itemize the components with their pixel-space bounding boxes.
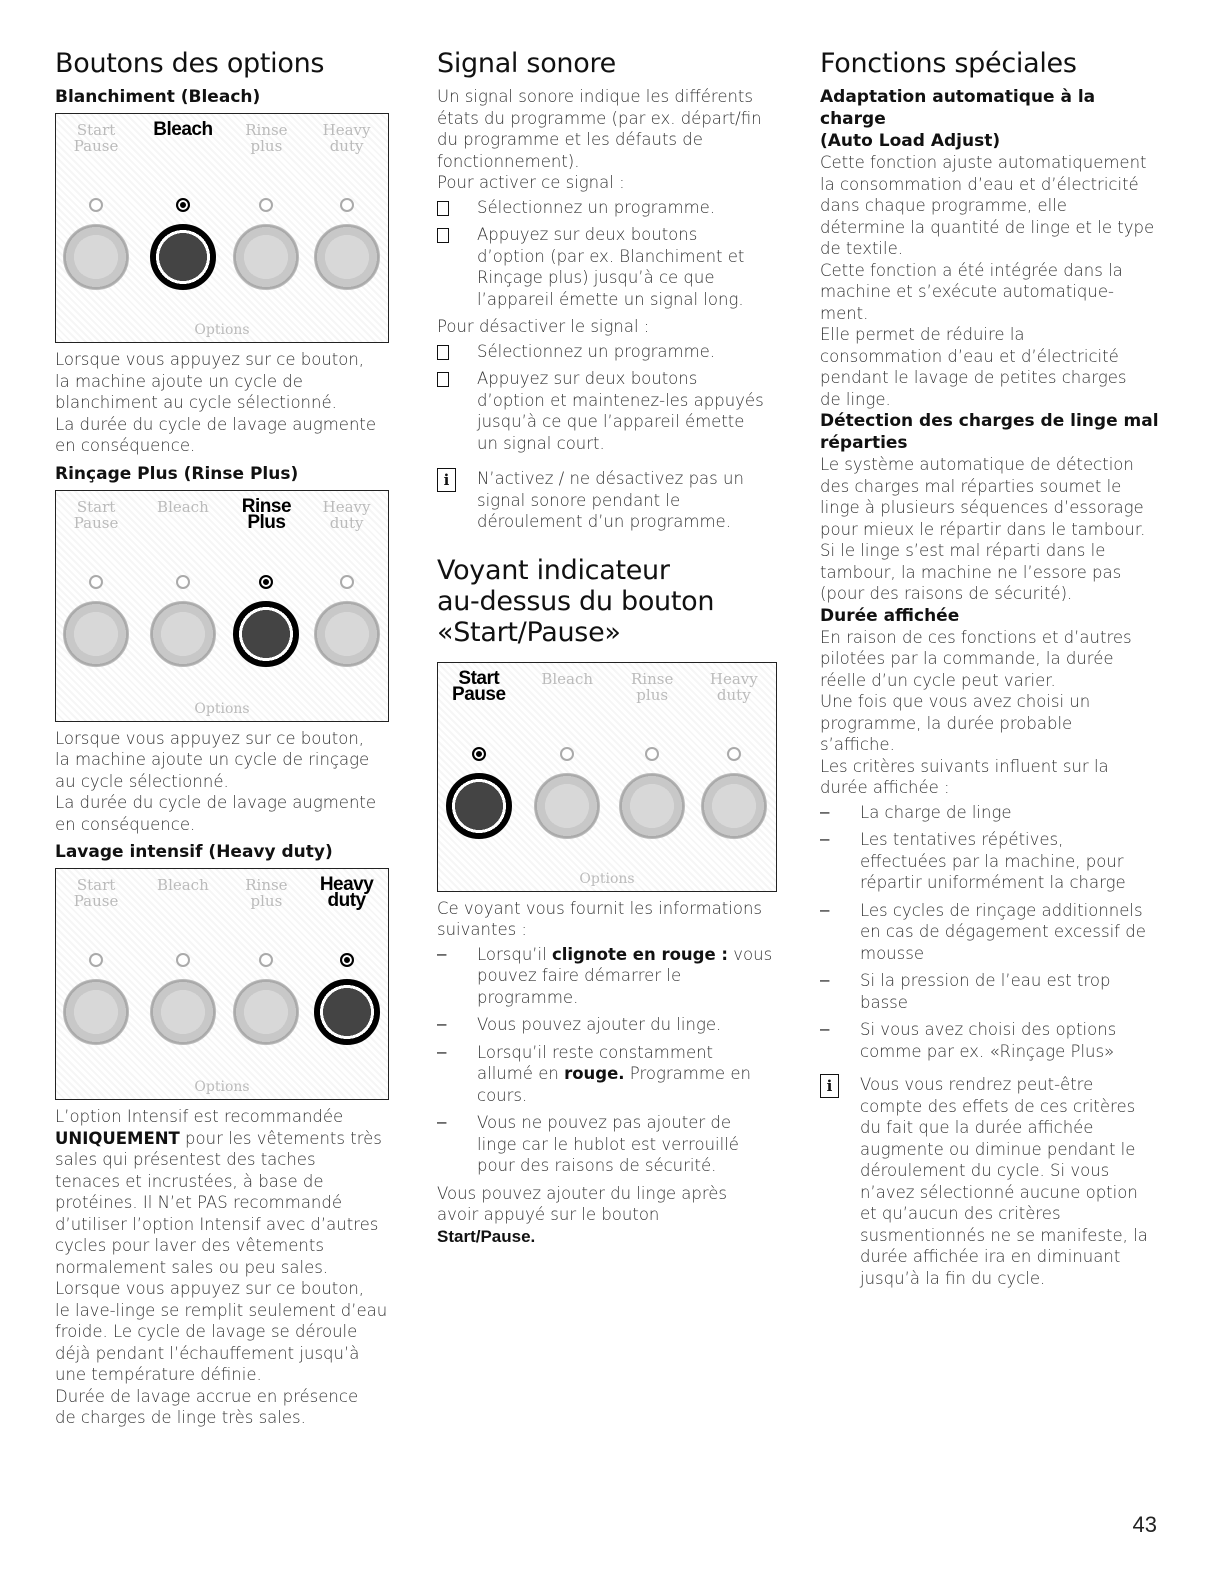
text-line: (pour des raisons de sécurité). [820,584,1073,603]
option-button-rinse [619,773,685,839]
text-line: la machine ajoute un cycle de rinçage [55,750,370,769]
text-line: consommation d’eau et d’électricité [820,346,1119,366]
column-special [820,48,1165,1295]
text-line: ment. [820,303,869,323]
heading-line: Détection des charges de linge mal [820,411,1159,431]
info-note-signal [437,468,782,533]
text-line: Si vous avez choisi des options [860,1020,1117,1039]
heavy-line1: L’option Intensif est recommandée [55,1107,344,1126]
duree-p2 [820,691,1165,756]
checkbox-bullet-icon [437,228,449,243]
text-line: Lorsque vous appuyez sur ce bouton, [55,350,365,369]
text-line: Une fois que vous avez choisi un [820,692,1091,711]
special-title: Fonctions spéciales [820,48,1077,79]
text-line: Le système automatique de détection [820,455,1134,474]
option-button-heavy [314,601,380,667]
text-line: signal sonore pendant le [477,490,681,510]
page-number: 43 [1132,1512,1157,1537]
text-line: Sélectionnez un programme. [477,197,716,217]
rinse-heading: Rinçage Plus (Rinse Plus) [55,463,299,484]
list-item [820,900,1165,965]
panel-label-bleach: Bleach [153,119,213,140]
auto-heading [820,86,1165,152]
text-line: en conséquence. [55,436,196,455]
text-line: Si la pression de l’eau est trop [860,971,1111,990]
options-title: Boutons des options [55,48,325,79]
bleach-heading: Blanchiment (Bleach) [55,87,261,107]
text-line: pilotées par la commande, la durée [820,649,1114,668]
option-button-start [63,224,129,290]
text-line: des charges mal réparties soumet le [820,476,1122,496]
text-line: du fait que la durée affichée [860,1118,1094,1137]
indicator-led-icon [89,953,103,967]
indicator-led-icon [472,747,486,761]
dash-bullet: – [820,829,830,848]
panel-label-bleach: Bleach [157,876,209,894]
auto-p3 [820,324,1165,410]
voyant-item-4: – Vous ne pouvez pas ajouter de linge car le hublot est verrouillé pour des raisons de sécurité. [437,1112,782,1177]
bleach-text [55,349,395,457]
indicator-led-icon [340,953,354,967]
text-line: programme, la durée probable [820,713,1073,733]
text-line: linge car le hublot est verrouillé [477,1134,739,1154]
indicator-led-icon [727,747,741,761]
text-line: tenaces et incrustées, à base de [55,1171,324,1191]
text-line: du programme et les défauts de [437,130,703,149]
duree-p1 [820,627,1165,692]
start-pause-panel-image [437,662,777,892]
bleach-panel-image [55,113,389,343]
panel-label-start: Start Pause [73,876,119,910]
panel-label-heavy: Heavy duty [319,874,374,911]
panel-label-rinse: Rinse plus [245,876,288,910]
panel-label-bleach: Bleach [157,497,209,516]
signal-title: Signal sonore [437,48,616,79]
option-button-start [63,601,129,667]
text-line: s’affiche. [820,735,895,754]
text-line: susmentionnés ne se manifeste, la [860,1225,1148,1245]
checkbox-bullet-icon [437,345,449,360]
heavy-panel-image [55,868,389,1100]
indicator-led-icon [89,575,103,589]
text-line: en cas de dégagement excessif de [860,922,1146,941]
text-line: Durée de lavage accrue en présence [55,1386,359,1406]
option-button-rinse [233,224,299,290]
text-line: protéines. Il N’et PAS recommandé [55,1193,343,1212]
rinse-panel-image [55,490,389,722]
list-item [820,802,1165,824]
title-line: au-dessus du bouton [437,585,715,617]
activate-label: Pour activer ce signal : [437,173,625,192]
heavy-line2: UNIQUEMENT pour les vêtements très [55,1128,382,1148]
text-line: tambour, la machine ne l’essore pas [820,562,1122,582]
list-item [820,1019,1165,1062]
text-line: En raison de ces fonctions et d’autres [820,627,1132,647]
panel-label-rinse: Rinse plus [631,669,674,704]
text-line: la machine ajoute un cycle de [55,371,303,391]
text-line: sales qui présentest des taches [55,1150,316,1169]
text-line: Les cycles de rinçage additionnels [860,900,1143,920]
text-line: au cycle sélectionné. [55,771,229,791]
text-line: avoir appuyé sur le bouton [437,1205,660,1224]
column-signal [437,48,782,1247]
checkbox-bullet-icon [437,201,449,216]
panel-label-rinse: Rinse Plus [241,495,292,533]
text-line: dans chaque programme, elle [820,196,1067,215]
panel-options-label: Options [194,1079,250,1095]
signal-intro [437,86,782,172]
voyant-intro [437,898,782,941]
voyant-item-1: – Lorsqu’il clignote en rouge : vous pouvez faire démarrer le programme. [437,944,782,1009]
title-line: «Start/Pause» [437,616,621,648]
list-item [437,224,782,310]
text-line: Appuyez sur deux boutons [477,225,698,244]
text-line: suivantes : [437,920,527,939]
text-line: d’option et maintenez-les appuyés [477,390,764,410]
panel-label-rinse: Rinse plus [245,121,288,155]
auto-p2 [820,260,1165,325]
text-line: cycles pour laver des vêtements [55,1236,324,1255]
text-line: et qu’aucun des critères [860,1204,1061,1223]
text-line: la consommation d’eau et d’électricité [820,174,1139,194]
panel-label-heavy: Heavy duty [322,121,371,155]
text-line: Vous ne pouvez pas ajouter de [477,1113,732,1132]
deactivate-list [437,341,782,455]
text-line: un signal court. [477,433,605,453]
indicator-led-icon [645,747,659,761]
voyant-item-3: – Lorsqu’il reste constamment allumé en rouge. Programme en cours. [437,1041,751,1105]
heading-line: réparties [820,433,908,453]
text-line: Ce voyant vous fournit les informations [437,898,762,918]
text-line: de linge. [820,389,891,409]
text-line: Cette fonction ajuste automatiquement [820,153,1147,172]
indicator-led-icon [259,575,273,589]
text-line: d’option (par ex. Blanchiment et [477,246,745,266]
text-line: Vous vous rendrez peut-être [860,1075,1094,1094]
auto-p1 [820,152,1165,260]
checkbox-bullet-icon [437,372,449,387]
text-line: pouvez faire démarrer le [477,966,682,985]
duree-p3 [820,756,1165,799]
text-line: machine et s’exécute automatique- [820,282,1114,301]
text-line: effectuées par la machine, pour [860,851,1124,871]
activate-list [437,197,782,311]
text-line: pendant le lavage de petites charges [820,368,1127,387]
text-line: pour mieux le répartir dans le tambour. [820,519,1146,539]
list-item [437,197,782,219]
text-line: en conséquence. [55,814,196,834]
heavy-text [55,1149,395,1429]
text-line: normalement sales ou peu sales. [55,1257,329,1277]
heavy-heading: Lavage intensif (Heavy duty) [55,842,333,862]
panel-options-label: Options [194,700,250,717]
text-line: linge à plusieurs séquences d’essorage [820,498,1144,517]
indicator-led-icon [176,575,190,589]
detect-heading [820,410,1165,454]
text-line: n’avez sélectionné aucune option [860,1182,1138,1202]
text-line: programme. [477,987,579,1007]
list-item [820,829,1165,894]
list-item [437,368,782,454]
voyant-item-2: – Vous pouvez ajouter du linge. [437,1014,722,1034]
option-button-rinse [233,601,299,667]
indicator-led-icon [259,198,273,212]
text-line: le lave-linge se remplit seulement d’eau [55,1300,388,1320]
text-line: Sélectionnez un programme. [477,341,716,361]
text-line: déjà pendant l’échauffement jusqu’à [55,1343,360,1363]
text-line: Si le linge s’est mal réparti dans le [820,541,1106,560]
text-line: La durée du cycle de lavage augmente [55,414,377,434]
text-line: Cette fonction a été intégrée dans la [820,260,1123,280]
option-button-heavy [314,224,380,290]
option-button-bleach [150,224,216,290]
indicator-led-icon [340,575,354,589]
panel-label-heavy: Heavy duty [709,669,758,704]
option-button-heavy [701,773,767,839]
text-line: de charges de linge très sales. [55,1408,306,1427]
text-line: Appuyez sur deux boutons [477,369,698,388]
heading-line: (Auto Load Adjust) [820,131,1001,151]
text-line: Les critères suivants influent sur la [820,756,1109,776]
heading-line: Adaptation automatique à la charge [820,87,1096,129]
text-line: états du programme (par ex. départ/fin [437,108,762,128]
text-line: mousse [860,943,924,963]
option-button-rinse [233,979,299,1045]
info-icon: i [437,468,456,492]
dash-bullet: – [820,801,830,821]
dash-bullet: – [820,1019,830,1038]
text-line: Lorsque vous appuyez sur ce bouton, [55,1279,365,1298]
deactivate-label: Pour désactiver le signal : [437,317,650,336]
column-options [55,48,395,1429]
option-button-bleach [534,773,600,839]
text-line: Un signal sonore indique les différents [437,87,753,106]
option-button-bleach [150,979,216,1045]
text-line: Rinçage plus) jusqu’à ce que [477,268,715,287]
text-line: d’utiliser l’option Intensif avec d’autres [55,1214,379,1234]
text-line: l’appareil émette un signal long. [477,289,744,309]
text-line: Elle permet de réduire la [820,325,1025,344]
text-line: blanchiment au cycle sélectionné. [55,393,337,412]
list-item [820,970,1165,1013]
text-line: comme par ex. «Rinçage Plus» [860,1041,1115,1061]
text-line: La charge de linge [860,802,1012,822]
panel-label-start: Start Pause [73,121,119,155]
text-line: déroulement d’un programme. [477,512,731,531]
rinse-text [55,728,395,836]
panel-label-bleach: Bleach [541,669,594,688]
text-line: compte des effets de ces critères [860,1096,1136,1116]
dash-bullet: – [820,970,830,989]
text-line: une température définie. [55,1365,262,1384]
text-line: durée affichée : [820,778,950,797]
text-line: augmente ou diminue pendant le [860,1139,1136,1159]
criteria-list [820,802,1165,1063]
text-line: réelle d’un cycle peut varier. [820,670,1056,690]
text-line: déroulement du cycle. Si vous [860,1161,1110,1180]
voyant-outro [437,1183,782,1226]
panel-label-start: Start Pause [452,667,506,705]
info-icon: i [820,1074,839,1098]
panel-options-label: Options [579,870,635,887]
title-line: Voyant indicateur [437,554,670,586]
detect-text [820,454,1165,605]
indicator-led-icon [259,953,273,967]
list-item [437,341,782,363]
dash-bullet: – [820,899,830,919]
text-line: La durée du cycle de lavage augmente [55,793,377,812]
text-line: de textile. [820,239,903,258]
option-button-start [446,773,512,839]
text-line: jusqu’à ce que l’appareil émette [477,412,745,431]
indicator-led-icon [176,198,190,212]
text-line: basse [860,992,908,1012]
panel-options-label: Options [194,322,250,338]
text-line: détermine la quantité de linge et le type [820,217,1155,237]
indicator-led-icon [560,747,574,761]
voyant-title [437,555,782,648]
option-button-heavy [314,979,380,1045]
text-line: pour des raisons de sécurité. [477,1156,717,1175]
indicator-led-icon [340,198,354,212]
indicator-led-icon [176,953,190,967]
text-line: Lorsque vous appuyez sur ce bouton, [55,728,365,748]
text-line: Les tentatives répétives, [860,830,1064,849]
option-button-start [63,979,129,1045]
text-line: durée affichée ira en diminuant [860,1247,1121,1266]
text-line: froide. Le cycle de lavage se déroule [55,1322,358,1341]
panel-label-start: Start Pause [73,497,119,532]
indicator-led-icon [89,198,103,212]
text-line: N’activez / ne désactivez pas un [477,469,744,488]
text-line: jusqu’à la fin du cycle. [860,1268,1046,1288]
info-note-duree [820,1074,1165,1289]
duree-heading: Durée affichée [820,605,960,626]
option-button-bleach [150,601,216,667]
text-line: Vous pouvez ajouter du linge après [437,1183,727,1203]
start-pause-bold: Start/Pause. [437,1226,536,1246]
panel-label-heavy: Heavy duty [322,497,371,532]
text-line: répartir uniformément la charge [860,873,1126,892]
text-line: fonctionnement). [437,151,580,171]
